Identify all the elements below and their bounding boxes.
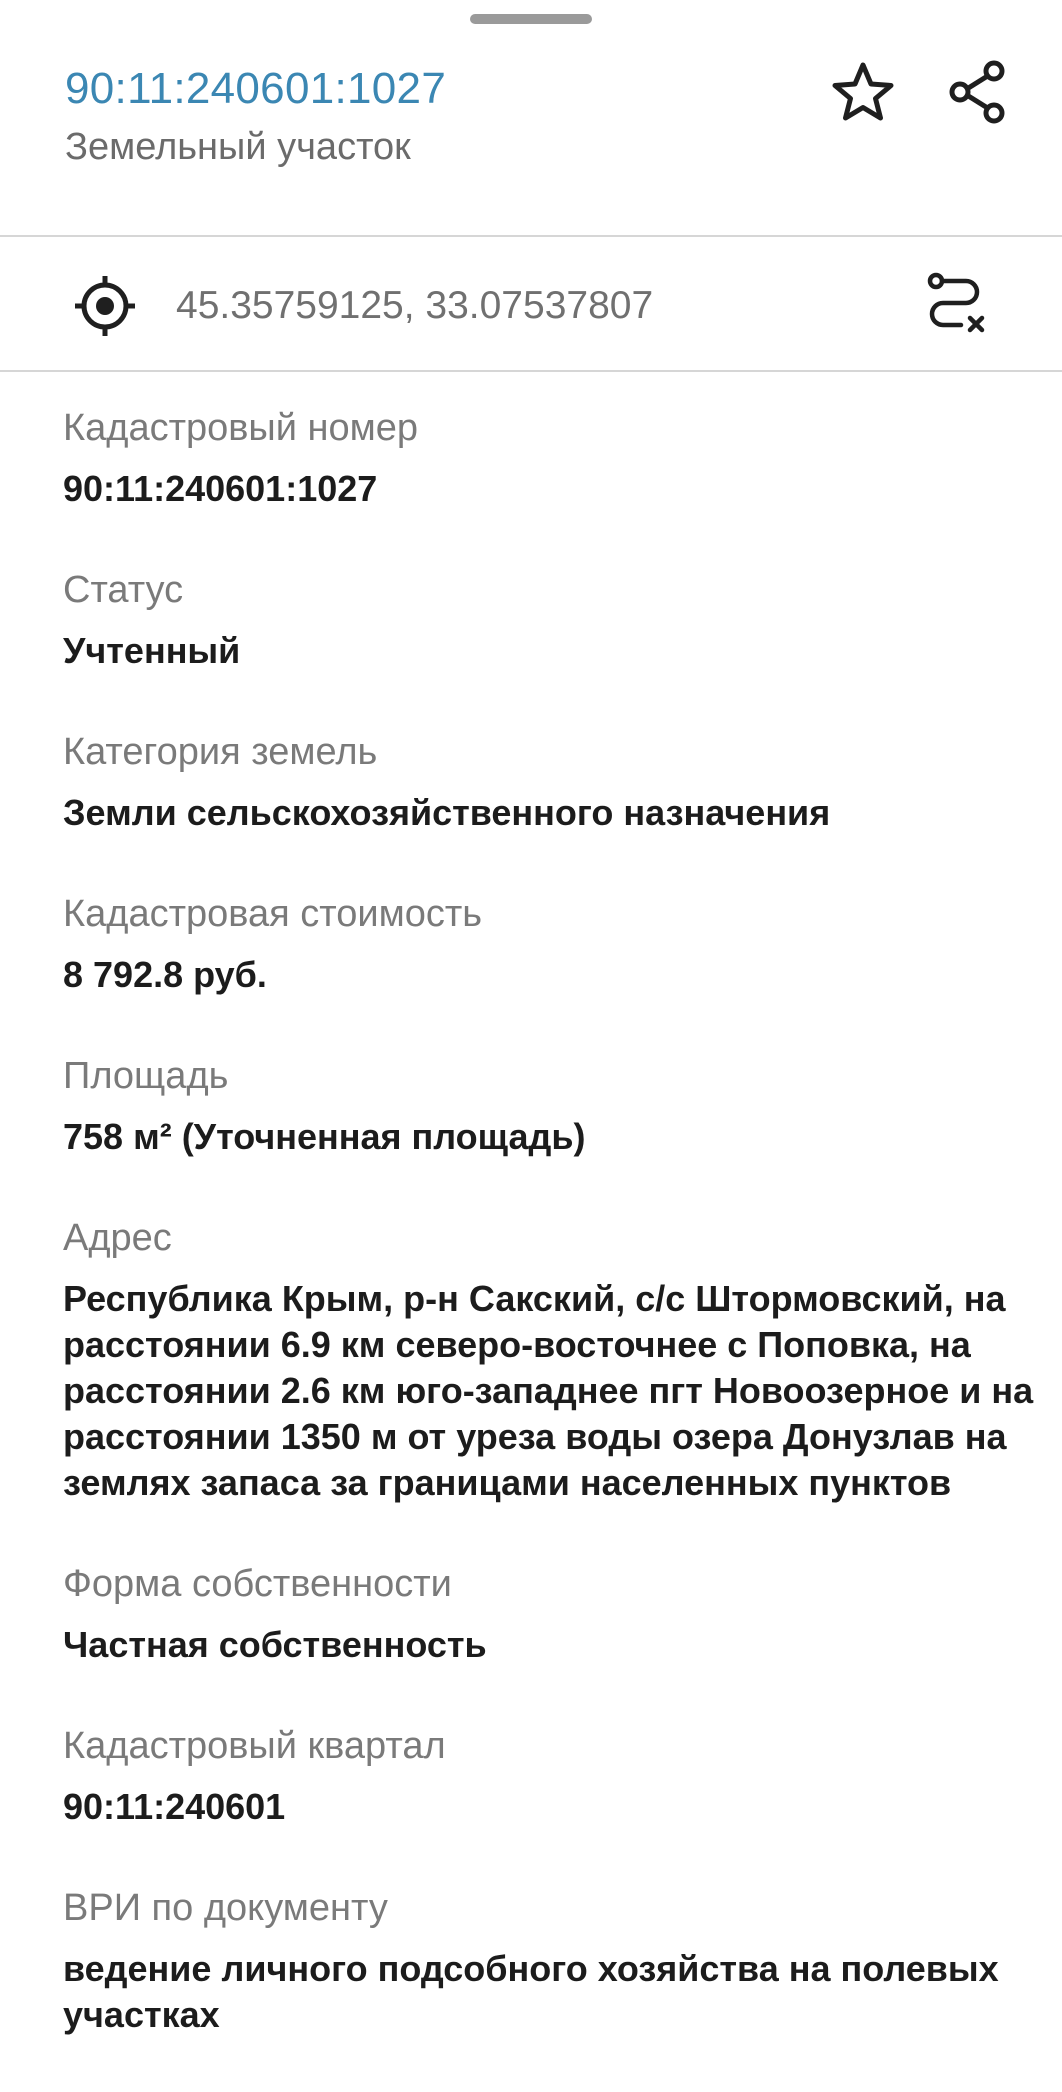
property-details-list	[63, 404, 1062, 2092]
field-label: Кадастровый номер	[63, 407, 419, 449]
field-label: Статус	[63, 569, 184, 611]
field-ownership-form	[63, 1560, 1062, 1668]
field-value[interactable]: 90:11:240601	[63, 1786, 286, 1827]
field-value: 758 м² (Уточненная площадь)	[63, 1116, 586, 1157]
field-label: Кадастровый квартал	[63, 1725, 446, 1767]
field-cadastral-number	[63, 404, 1062, 512]
crosshair-icon	[71, 272, 139, 340]
field-land-category	[63, 728, 1062, 836]
field-label: ВРИ по документу	[63, 1887, 388, 1929]
star-icon	[831, 61, 895, 123]
field-cadastral-quarter	[63, 1722, 1062, 1830]
field-cadastral-value	[63, 890, 1062, 998]
field-label: Адрес	[63, 1217, 172, 1259]
field-value: Частная собственность	[63, 1624, 487, 1665]
field-permitted-use	[63, 1884, 1062, 2038]
favorite-button[interactable]	[823, 52, 903, 132]
field-area	[63, 1052, 1062, 1160]
field-address	[63, 1214, 1062, 1506]
locate-button[interactable]	[65, 266, 145, 346]
object-type-subtitle: Земельный участок	[65, 126, 411, 168]
field-label: Кадастровая стоимость	[63, 893, 483, 935]
field-value: Учтенный	[63, 630, 241, 671]
route-button[interactable]	[916, 264, 996, 344]
field-value: Земли сельскохозяйственного назначения	[63, 792, 831, 833]
share-button[interactable]	[938, 52, 1018, 132]
field-label: Форма собственности	[63, 1563, 452, 1605]
field-label: Площадь	[63, 1055, 229, 1097]
field-status	[63, 566, 1062, 674]
share-icon	[946, 59, 1010, 125]
field-value: ведение личного подсобного хозяйства на полевых участках	[63, 1948, 999, 2035]
coordinates-value[interactable]: 45.35759125, 33.07537807	[176, 284, 654, 327]
field-value[interactable]: 90:11:240601:1027	[63, 468, 378, 509]
field-label: Категория земель	[63, 731, 378, 773]
route-clear-icon	[921, 269, 991, 339]
page-title: 90:11:240601:1027	[65, 64, 447, 113]
coordinates-divider	[0, 370, 1062, 372]
field-value: Республика Крым, р-н Сакский, с/с Штормовский, на расстоянии 6.9 км северо-восточнее с Поповка, на расстоянии 2.6 км юго-западнее пгт Новоозерное и на расстоянии 1350 м от уреза воды озера Донузлав на землях запаса за границами населенных пунктов	[63, 1278, 1034, 1503]
field-value: 8 792.8 руб.	[63, 954, 267, 995]
